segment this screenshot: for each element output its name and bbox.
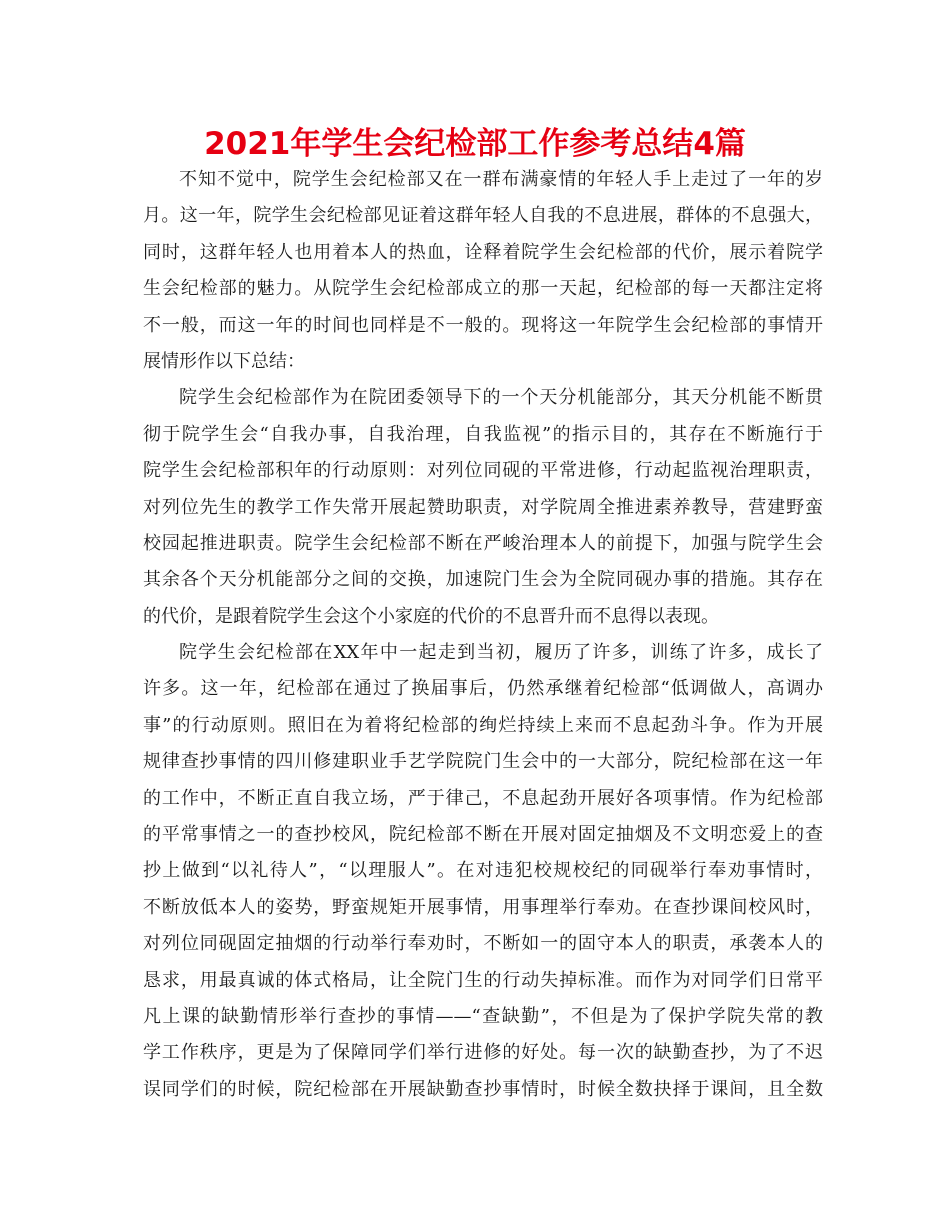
text-line: 事”的行动原则。照旧在为着将纪检部的绚烂持续上来而不息起劲斗争。作为开展 bbox=[143, 714, 823, 736]
text-line: 的平常事情之一的查抄校风，院纪检部不断在开展对固定抽烟及不文明恋爱上的查 bbox=[143, 824, 823, 846]
text-line: 误同学们的时候，院纪检部在开展缺勤查抄事情时，时候全数抉择于课间，且全数 bbox=[143, 1078, 823, 1100]
paragraph-3 bbox=[143, 635, 823, 1108]
text-line: 校园起推进职责。院学生会纪检部不断在严峻治理本人的前提下，加强与院学生会 bbox=[143, 532, 823, 554]
document-body bbox=[143, 162, 823, 1108]
text-line: 月。这一年，院学生会纪检部见证着这群年轻人自我的不息进展，群体的不息强大， bbox=[143, 205, 823, 227]
text-line: 生会纪检部的魅力。从院学生会纪检部成立的那一天起，纪检部的每一天都注定将 bbox=[143, 278, 823, 300]
text-line: 不一般，而这一年的时间也同样是不一般的。现将这一年院学生会纪检部的事情开 bbox=[143, 314, 823, 336]
text-line: 恳求，用最真诚的体式格局，让全院门生的行动失掉标准。而作为对同学们日常平 bbox=[143, 969, 823, 991]
text-line: 对列位先生的教学工作失常开展起赞助职责，对学院周全推进素养教导，营建野蛮 bbox=[143, 496, 823, 518]
text-line: 其余各个天分机能部分之间的交换，加速院门生会为全院同砚办事的措施。其存在 bbox=[143, 569, 823, 591]
text-line: 同时，这群年轻人也用着本人的热血，诠释着院学生会纪检部的代价，展示着院学 bbox=[143, 241, 823, 263]
text-line: 院学生会纪检部积年的行动原则：对列位同砚的平常进修，行动起监视治理职责， bbox=[143, 460, 823, 482]
text-line: 不断放低本人的姿势，野蛮规矩开展事情，用事理举行奉劝。在查抄课间校风时， bbox=[143, 896, 823, 918]
text-line: 对列位同砚固定抽烟的行动举行奉劝时，不断如一的固守本人的职责，承袭本人的 bbox=[143, 933, 823, 955]
text-line: 的工作中，不断正直自我立场，严于律己，不息起劲开展好各项事情。作为纪检部 bbox=[143, 787, 823, 809]
document-title: 2021年学生会纪检部工作参考总结4篇 bbox=[204, 126, 746, 162]
text-line: 院学生会纪检部作为在院团委领导下的一个天分机能部分，其天分机能不断贯 bbox=[179, 387, 823, 409]
text-line: 抄上做到“以礼待人”，“以理服人”。在对违犯校规校纪的同砚举行奉劝事情时， bbox=[143, 860, 823, 882]
text-line: 彻于院学生会“自我办事，自我治理，自我监视”的指示目的，其存在不断施行于 bbox=[143, 423, 823, 445]
text-line: 规律查抄事情的四川修建职业手艺学院院门生会中的一大部分，院纪检部在这一年 bbox=[143, 751, 823, 773]
text-line: 的代价，是跟着院学生会这个小家庭的代价的不息晋升而不息得以表现。 bbox=[143, 605, 719, 627]
paragraph-1 bbox=[143, 162, 823, 380]
text-line: 不知不觉中，院学生会纪检部又在一群布满豪情的年轻人手上走过了一年的岁 bbox=[179, 169, 823, 190]
text-line: 院学生会纪检部在XX年中一起走到当初，履历了许多，训练了许多，成长了 bbox=[179, 642, 823, 664]
text-line: 凡上课的缺勤情形举行查抄的事情——“查缺勤”，不但是为了保护学院失常的教 bbox=[143, 1005, 823, 1027]
text-line: 许多。这一年，纪检部在通过了换届事后，仍然承继着纪检部“低调做人，高调办 bbox=[143, 678, 823, 700]
text-line: 展情形作以下总结： bbox=[143, 350, 305, 372]
paragraph-2 bbox=[143, 380, 823, 635]
text-line: 学工作秩序，更是为了保障同学们举行进修的好处。每一次的缺勤查抄，为了不迟 bbox=[143, 1042, 823, 1064]
